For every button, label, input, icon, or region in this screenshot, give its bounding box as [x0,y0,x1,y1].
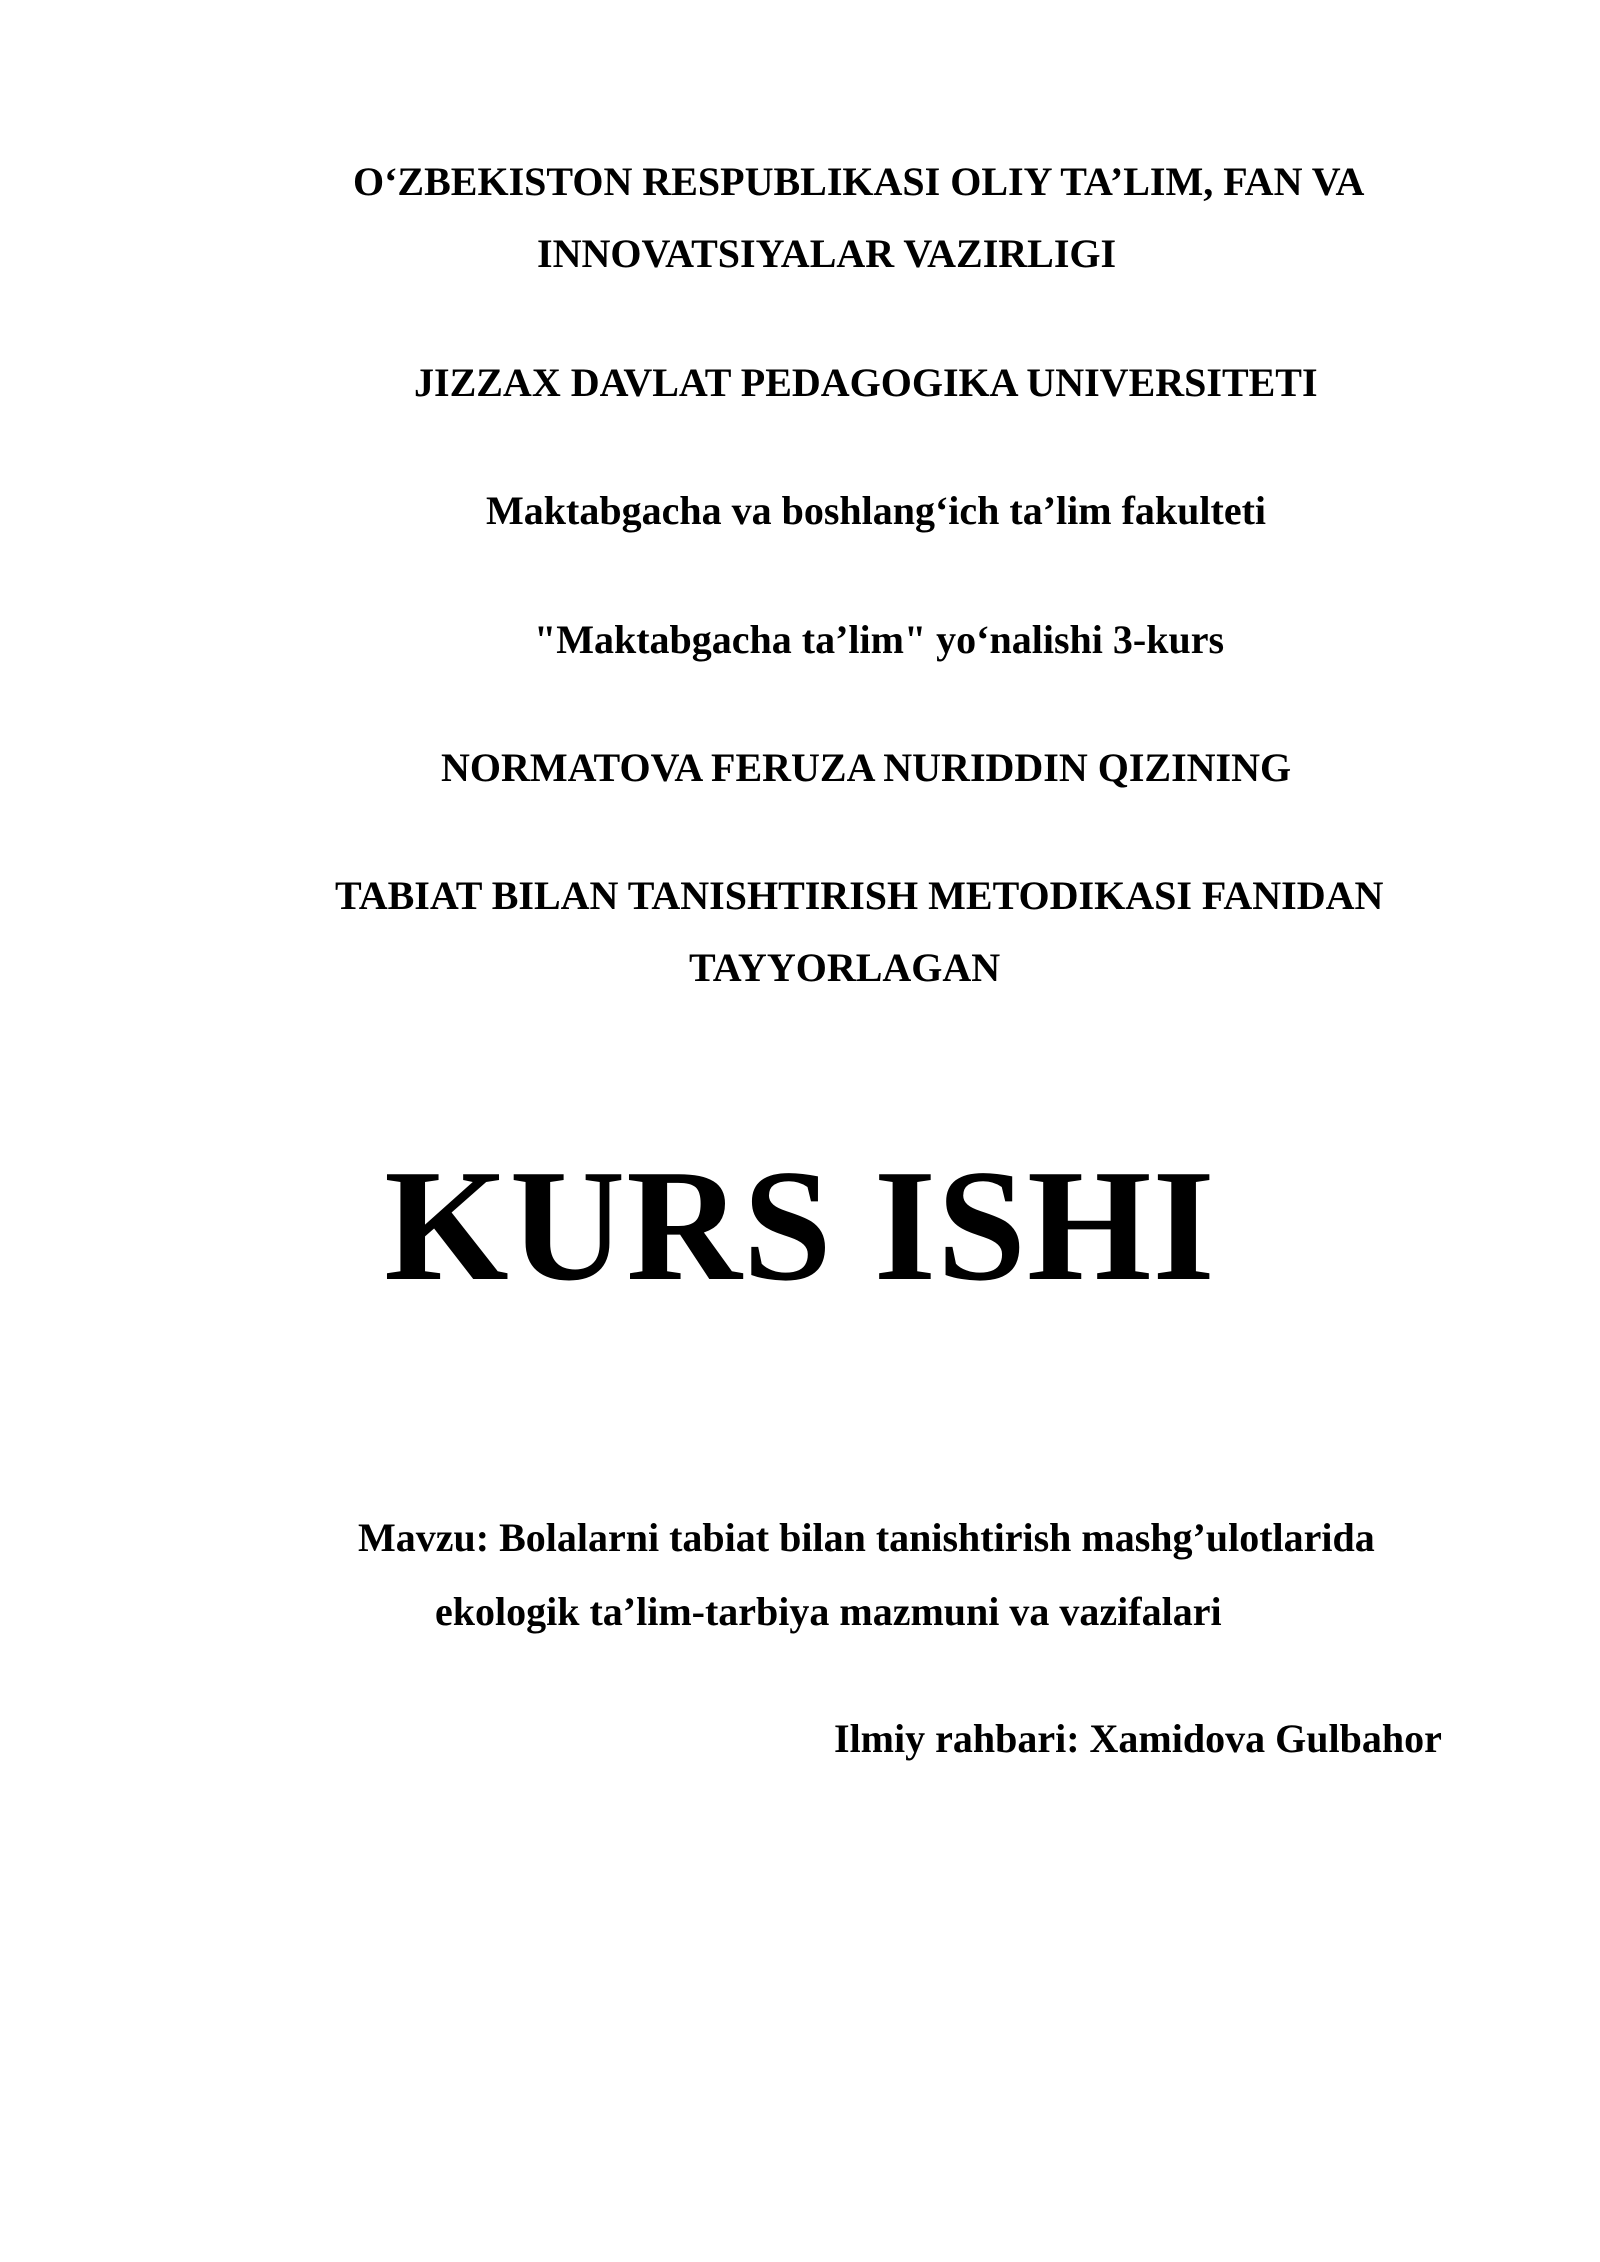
ministry-line-2: INNOVATSIYALAR VAZIRLIGI [537,231,1117,276]
ministry-line-1: O‘ZBEKISTON RESPUBLIKASI OLIY TA’LIM, FAN VA [353,159,1365,204]
subject-line-2: TAYYORLAGAN [689,945,1001,990]
subject-line-1: TABIAT BILAN TANISHTIRISH METODIKASI FANIDAN [335,873,1384,918]
course-direction: "Maktabgacha ta’lim" yo‘nalishi 3-kurs [534,617,1225,662]
topic-line-2: ekologik ta’lim-tarbiya mazmuni va vazifalari [435,1589,1222,1634]
author-name: NORMATOVA FERUZA NURIDDIN QIZINING [441,745,1292,790]
faculty-name: Maktabgacha va boshlang‘ich ta’lim fakulteti [486,488,1267,533]
topic-line-1: Mavzu: Bolalarni tabiat bilan tanishtirish mashg’ulotlarida [358,1515,1375,1560]
supervisor: Ilmiy rahbari: Xamidova Gulbahor [834,1716,1442,1761]
university-name: JIZZAX DAVLAT PEDAGOGIKA UNIVERSITETI [414,360,1318,405]
document-type-title: KURS ISHI [384,1136,1216,1314]
